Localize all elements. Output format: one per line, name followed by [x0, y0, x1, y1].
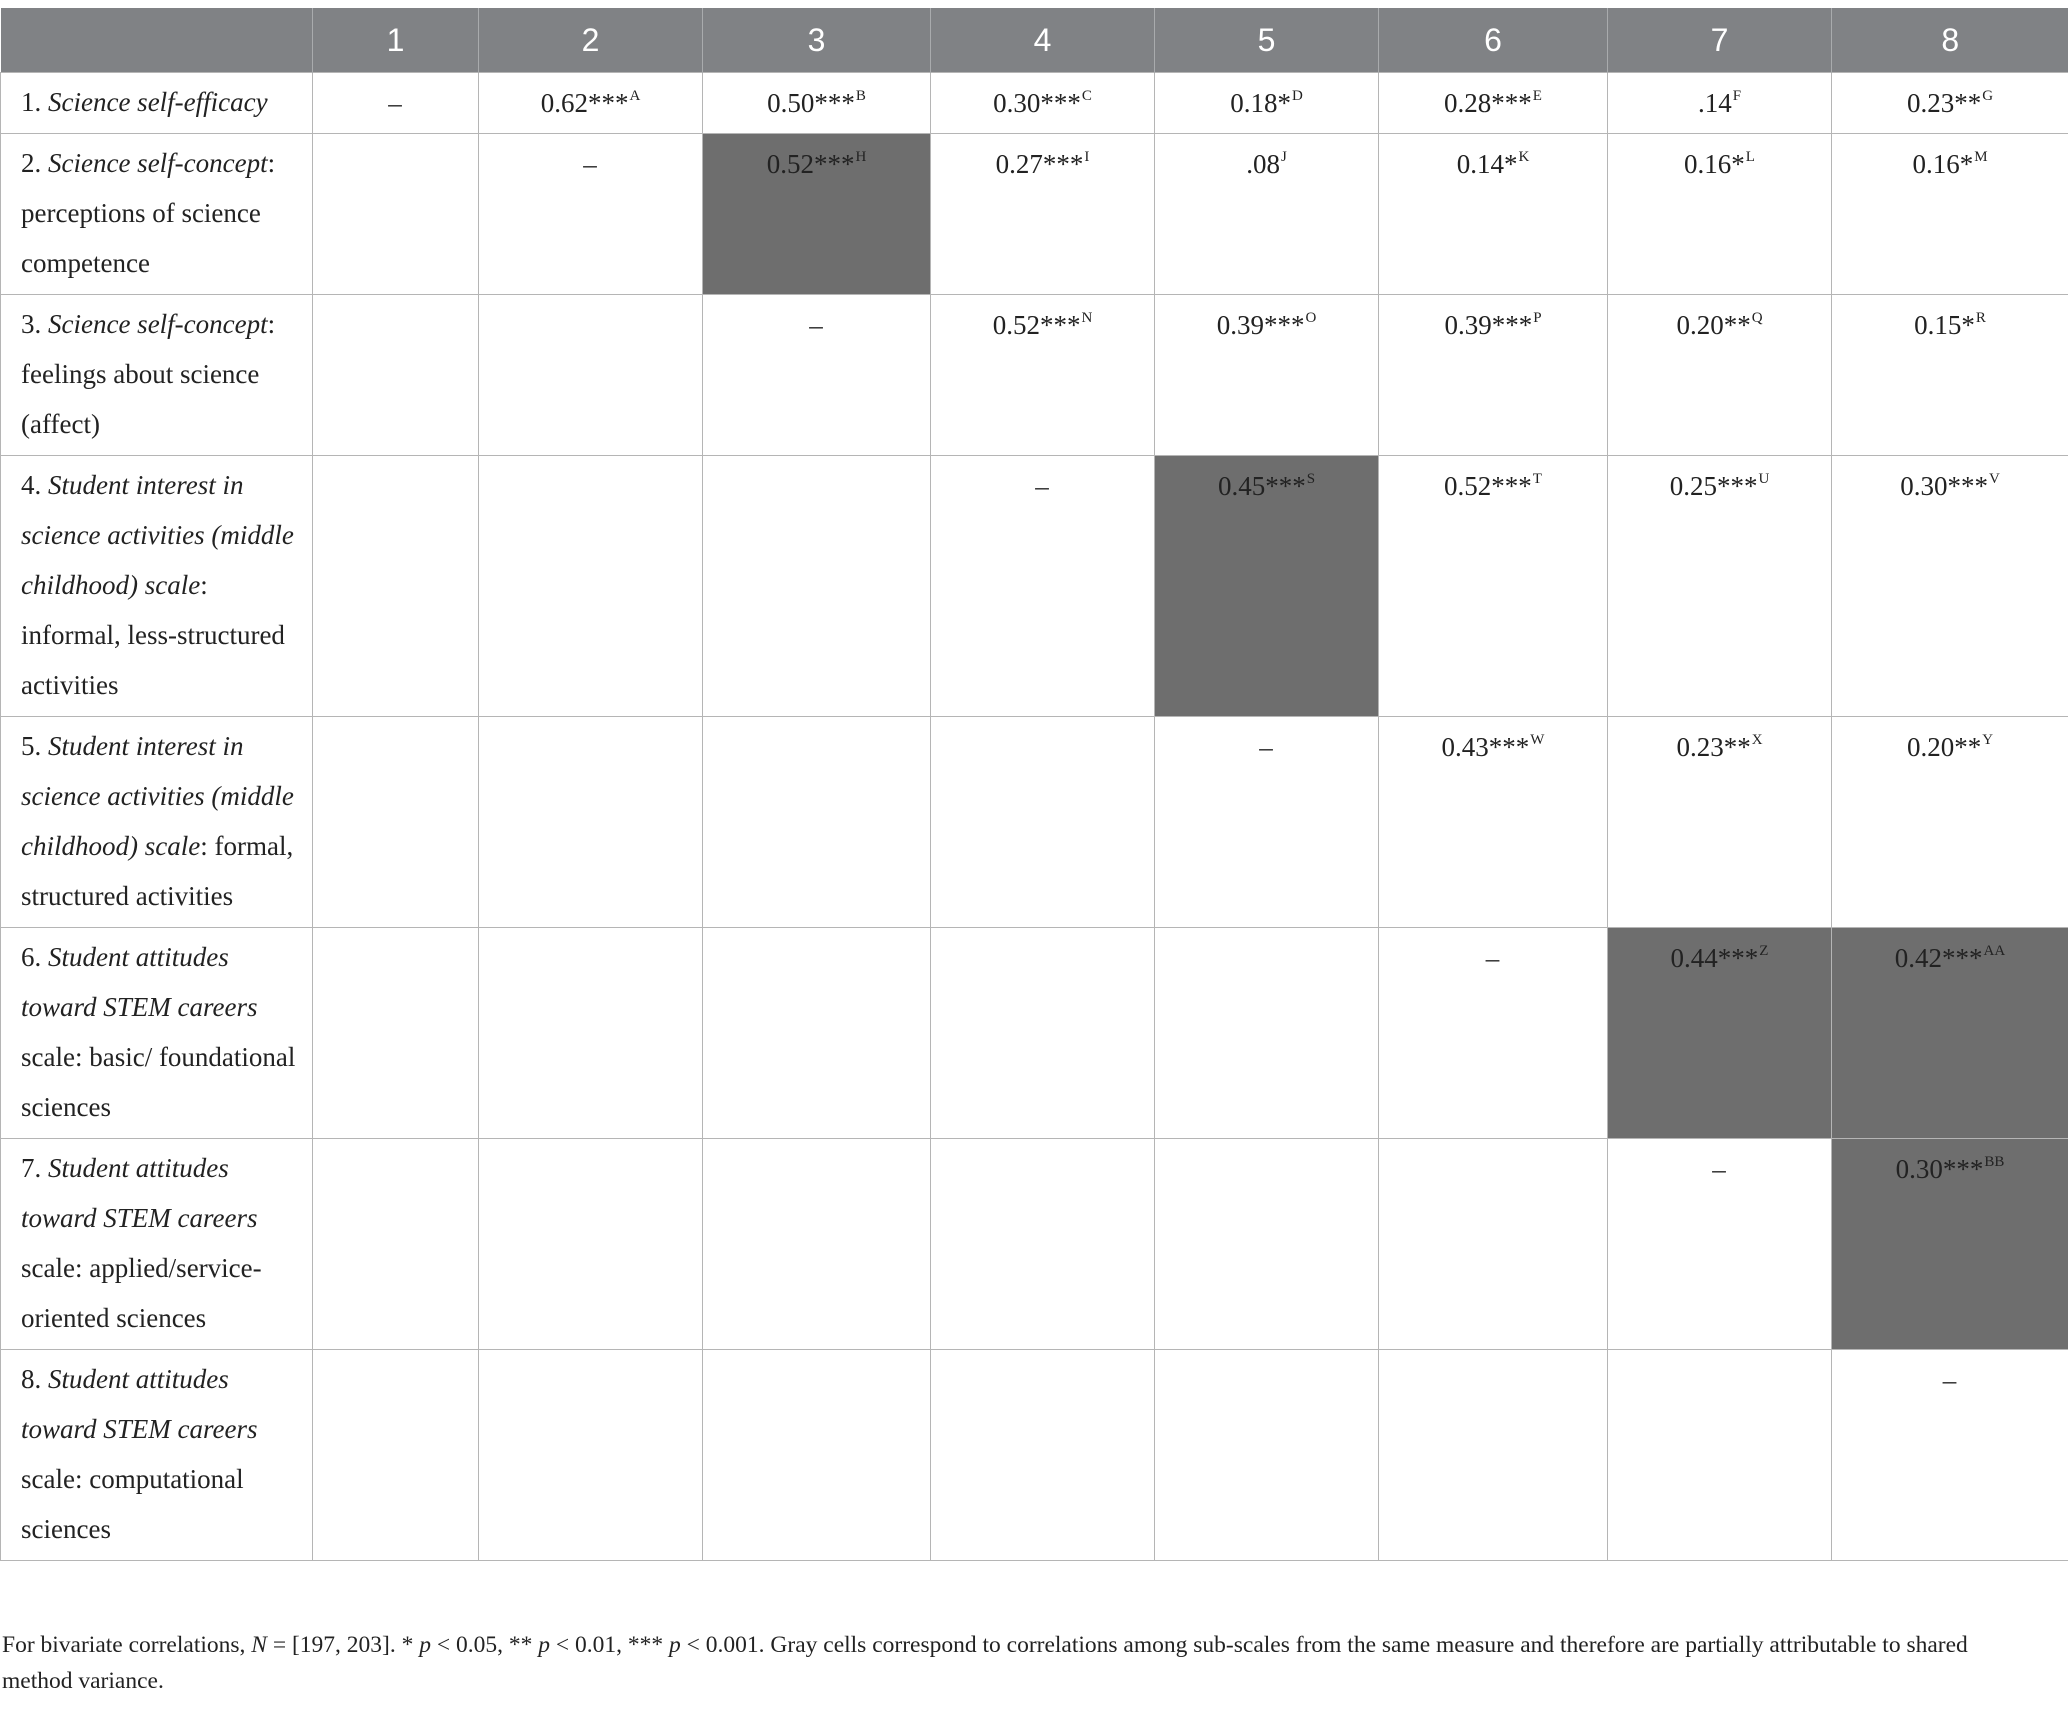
correlation-cell [313, 295, 479, 456]
footnote-marker: J [1280, 149, 1287, 165]
row-number: 3. [21, 309, 48, 339]
correlation-cell [703, 456, 931, 717]
correlation-cell [479, 456, 703, 717]
correlation-cell [1832, 73, 2068, 134]
row-number: 5. [21, 731, 48, 761]
correlation-value: 0.62*** [540, 88, 629, 118]
table-row [1, 1350, 2068, 1561]
footnote-marker: Z [1759, 943, 1769, 959]
note-text: = [197, 203]. * [266, 1632, 420, 1658]
correlation-cell [703, 1139, 931, 1350]
correlation-value: – [583, 149, 597, 179]
correlation-value: 0.42*** [1894, 943, 1983, 973]
correlation-value: .14 [1697, 88, 1732, 118]
correlation-cell [1379, 456, 1608, 717]
row-label [1, 73, 313, 134]
correlation-value: – [1485, 943, 1500, 973]
correlation-cell [479, 295, 703, 456]
correlation-value: 0.52*** [1444, 471, 1532, 501]
correlation-cell [479, 73, 703, 134]
correlation-cell [313, 134, 479, 295]
row-subscale: : feelings about science (affect) [21, 309, 276, 439]
row-scale-name: Science self-efficacy [48, 87, 268, 117]
correlation-cell [1155, 295, 1379, 456]
correlation-value: 0.30*** [993, 88, 1081, 118]
correlation-cell [1379, 1350, 1608, 1561]
correlation-value: – [1712, 1154, 1726, 1184]
correlation-cell [703, 717, 931, 928]
footnote-marker: C [1081, 88, 1092, 104]
table-row [1, 456, 2068, 717]
footnote-marker: U [1758, 471, 1770, 487]
correlation-cell [1155, 456, 1379, 717]
correlation-value: 0.23** [1906, 88, 1982, 118]
correlation-cell [1608, 928, 1832, 1139]
footnote-marker: O [1305, 310, 1317, 326]
footnote-marker: X [1751, 732, 1763, 748]
footnote-marker: F [1732, 88, 1742, 104]
header-cell-6: 6 [1379, 8, 1608, 73]
correlation-value: 0.16* [1912, 149, 1974, 179]
correlation-value: 0.14* [1456, 149, 1518, 179]
table-row [1, 73, 2068, 134]
correlation-cell [1608, 1350, 1832, 1561]
correlation-value: – [1942, 1365, 1957, 1395]
correlation-table [0, 8, 2068, 1561]
row-number: 1. [21, 87, 48, 117]
correlation-cell [931, 73, 1155, 134]
footnote-marker: T [1532, 471, 1542, 487]
correlation-cell [1608, 1139, 1832, 1350]
correlation-cell [1832, 456, 2068, 717]
correlation-cell [1832, 1350, 2068, 1561]
row-label [1, 456, 313, 717]
footnote-marker: P [1533, 310, 1542, 326]
footnote-marker: AA [1983, 943, 2006, 959]
footnote-marker: S [1306, 471, 1316, 487]
header-cell-7: 7 [1608, 8, 1832, 73]
correlation-value: – [388, 88, 402, 118]
footnote-marker: D [1291, 88, 1303, 104]
correlation-value: 0.43*** [1441, 732, 1530, 762]
header-cell-empty [1, 8, 313, 73]
correlation-cell [313, 73, 479, 134]
correlation-cell [703, 928, 931, 1139]
correlation-value: 0.30*** [1900, 471, 1988, 501]
correlation-cell [479, 1139, 703, 1350]
row-number: 8. [21, 1364, 48, 1394]
row-label [1, 717, 313, 928]
footnote-marker: G [1982, 88, 1994, 104]
correlation-value: 0.39*** [1216, 310, 1305, 340]
row-number: 4. [21, 470, 48, 500]
correlation-cell [313, 456, 479, 717]
correlation-value: 0.15* [1914, 310, 1975, 340]
row-scale-name: Student interest in science activities (middle childhood) scale [21, 470, 294, 600]
correlation-cell [313, 928, 479, 1139]
row-scale-name: Student attitudes toward STEM careers [21, 942, 258, 1022]
note-p: p [419, 1632, 431, 1658]
table-row [1, 928, 2068, 1139]
note-p: p [538, 1632, 551, 1658]
correlation-cell [1832, 1139, 2068, 1350]
note-text: < 0.001. Gray cells correspond to correlations among sub-scales from the same measure and therefore are partially attributable to shared method variance. [2, 1632, 1968, 1694]
correlation-value: 0.18* [1230, 88, 1291, 118]
row-scale-name: Student interest in science activities (middle childhood) scale [21, 731, 294, 861]
table-body [1, 73, 2068, 1561]
correlation-cell [479, 928, 703, 1139]
correlation-cell [313, 1139, 479, 1350]
correlation-value: 0.30*** [1895, 1154, 1984, 1184]
correlation-cell [1608, 295, 1832, 456]
correlation-cell [931, 1139, 1155, 1350]
row-subscale: scale: applied/service-oriented sciences [21, 1253, 262, 1333]
row-number: 2. [21, 148, 48, 178]
correlation-cell [931, 134, 1155, 295]
correlation-cell [703, 73, 931, 134]
row-subscale: : informal, less-structured activities [21, 570, 285, 700]
header-cell-1: 1 [313, 8, 479, 73]
correlation-cell [313, 717, 479, 928]
header-cell-8: 8 [1832, 8, 2068, 73]
table-row [1, 717, 2068, 928]
correlation-value: 0.50*** [767, 88, 855, 118]
footnote-marker: Y [1982, 732, 1994, 748]
row-scale-name: Science self-concept [48, 148, 268, 178]
note-text: < 0.01, *** [550, 1632, 670, 1658]
correlation-value: 0.45*** [1217, 471, 1306, 501]
correlation-cell [1155, 1139, 1379, 1350]
correlation-cell [1379, 928, 1608, 1139]
correlation-cell [1379, 1139, 1608, 1350]
correlation-value: – [809, 310, 823, 340]
correlation-cell [1608, 134, 1832, 295]
header-cell-5: 5 [1155, 8, 1379, 73]
correlation-cell [1608, 717, 1832, 928]
correlation-cell [1379, 134, 1608, 295]
correlation-cell [1379, 73, 1608, 134]
correlation-cell [931, 295, 1155, 456]
correlation-cell [703, 295, 931, 456]
correlation-cell [479, 1350, 703, 1561]
correlation-cell [1832, 928, 2068, 1139]
correlation-cell [1155, 73, 1379, 134]
correlation-value: 0.39*** [1444, 310, 1533, 340]
footnote-marker: W [1530, 732, 1545, 748]
row-subscale: scale: computational sciences [21, 1464, 244, 1544]
correlation-value: 0.52*** [992, 310, 1081, 340]
row-label [1, 295, 313, 456]
note-text: < 0.05, ** [431, 1632, 539, 1658]
header-cell-3: 3 [703, 8, 931, 73]
correlation-value: 0.25*** [1669, 471, 1758, 501]
correlation-cell [313, 1350, 479, 1561]
footnote-marker: Q [1751, 310, 1763, 326]
correlation-value: 0.28*** [1444, 88, 1532, 118]
footnote-marker: BB [1984, 1154, 2005, 1170]
note-p: p [669, 1632, 681, 1658]
correlation-cell [931, 928, 1155, 1139]
footnote-marker: K [1518, 149, 1530, 165]
correlation-value: 0.52*** [766, 149, 855, 179]
correlation-cell [1155, 717, 1379, 928]
correlation-cell [703, 1350, 931, 1561]
row-label [1, 1139, 313, 1350]
row-label [1, 1350, 313, 1561]
correlation-value: – [1035, 471, 1049, 501]
note-text: For bivariate correlations, [2, 1632, 252, 1658]
correlation-cell [1832, 134, 2068, 295]
correlation-value: 0.16* [1684, 149, 1745, 179]
correlation-cell [703, 134, 931, 295]
footnote-marker: B [855, 88, 866, 104]
correlation-cell [1608, 73, 1832, 134]
row-scale-name: Science self-concept [48, 309, 268, 339]
correlation-value: 0.27*** [995, 149, 1084, 179]
row-label [1, 928, 313, 1139]
correlation-cell [931, 456, 1155, 717]
row-number: 7. [21, 1153, 48, 1183]
correlation-value: 0.20** [1676, 310, 1751, 340]
correlation-cell [1379, 717, 1608, 928]
row-subscale: : perceptions of science competence [21, 148, 276, 278]
correlation-cell [1155, 1350, 1379, 1561]
footnote-marker: V [1988, 471, 2000, 487]
table-row [1, 1139, 2068, 1350]
correlation-cell [1832, 717, 2068, 928]
row-scale-name: Student attitudes toward STEM careers [21, 1364, 258, 1444]
footnote-marker: A [629, 88, 641, 104]
row-subscale: : formal, structured activities [21, 831, 294, 911]
correlation-value: .08 [1246, 149, 1280, 179]
table-footnote [2, 1627, 2042, 1699]
row-label [1, 134, 313, 295]
header-cell-2: 2 [479, 8, 703, 73]
correlation-value: 0.20** [1906, 732, 1982, 762]
footnote-marker: M [1974, 149, 1988, 165]
row-number: 6. [21, 942, 48, 972]
footnote-marker: I [1084, 149, 1090, 165]
header-cell-4: 4 [931, 8, 1155, 73]
correlation-value: 0.23** [1676, 732, 1751, 762]
correlation-cell [1155, 928, 1379, 1139]
footnote-marker: L [1745, 149, 1755, 165]
correlation-value: – [1259, 732, 1273, 762]
footnote-marker: R [1975, 310, 1986, 326]
correlation-cell [479, 134, 703, 295]
note-n: N [251, 1632, 267, 1658]
table-row [1, 134, 2068, 295]
footnote-marker: H [855, 149, 867, 165]
row-subscale: scale: basic/ foundational sciences [21, 1042, 296, 1122]
footnote-marker: E [1532, 88, 1542, 104]
correlation-cell [1155, 134, 1379, 295]
row-scale-name: Student attitudes toward STEM careers [21, 1153, 258, 1233]
header-row [1, 8, 2068, 73]
correlation-cell [1608, 456, 1832, 717]
correlation-cell [1832, 295, 2068, 456]
table-row [1, 295, 2068, 456]
correlation-cell [479, 717, 703, 928]
correlation-cell [931, 717, 1155, 928]
correlation-value: 0.44*** [1670, 943, 1759, 973]
correlation-cell [931, 1350, 1155, 1561]
correlation-cell [1379, 295, 1608, 456]
footnote-marker: N [1081, 310, 1093, 326]
